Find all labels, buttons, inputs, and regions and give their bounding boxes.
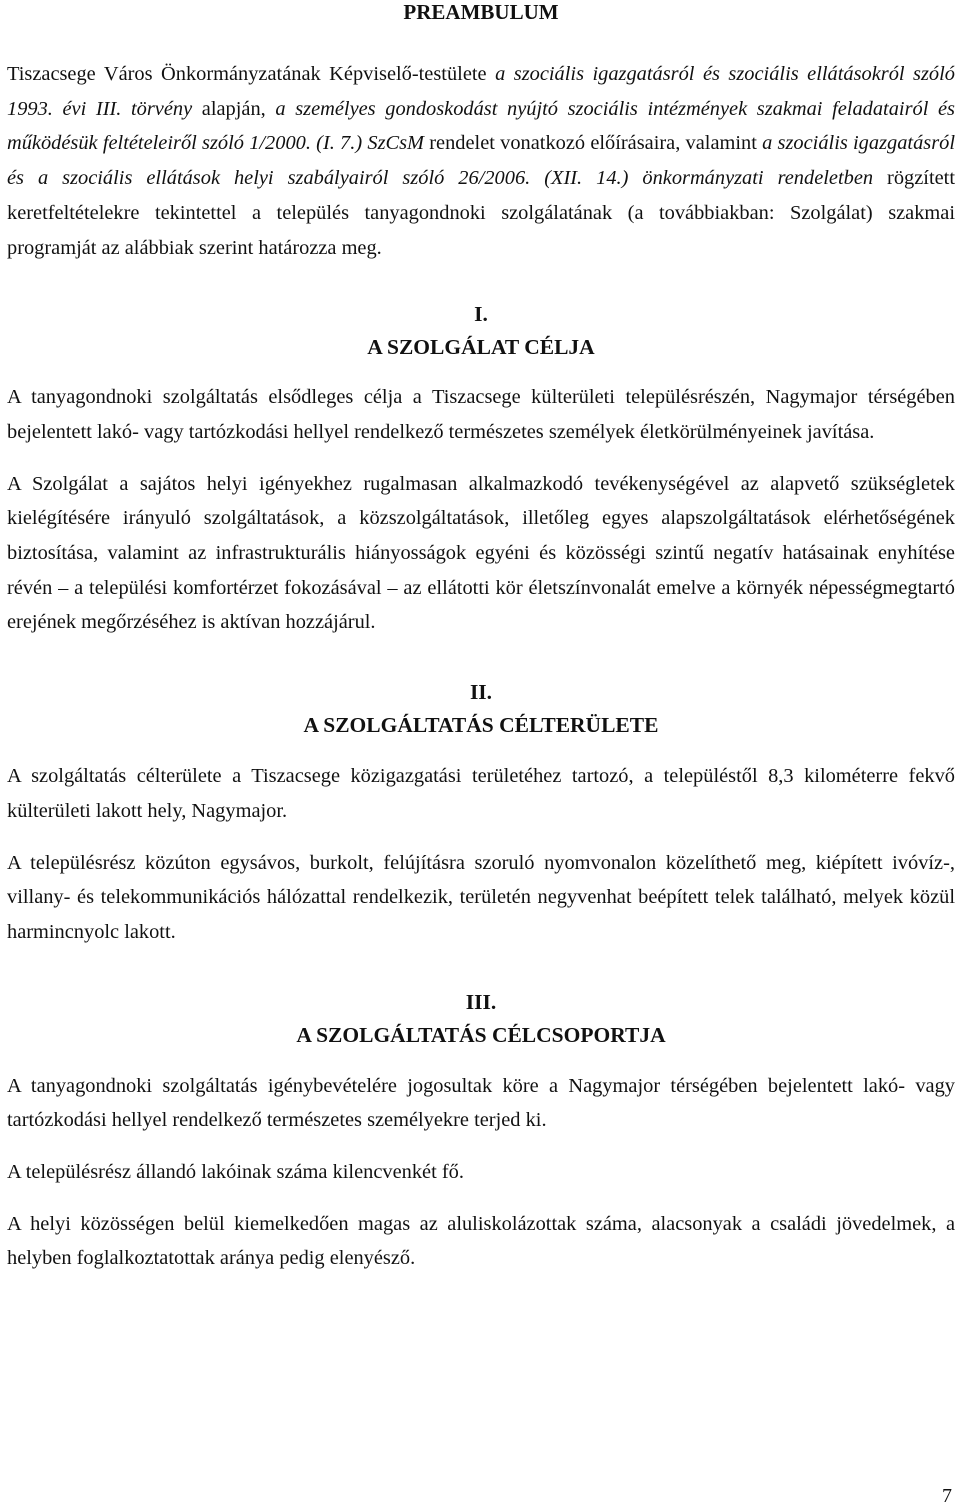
preamble-local-decree-reference: a szociális igazgatásról és a szociális ellátások helyi szabályairól szóló 26/2006. (XII. 14.) önkormányzati rendeletben [7,132,955,190]
section-2-paragraph-1: A szolgáltatás célterülete a Tiszacsege közigazgatási területéhez tartozó, a településtől 8,3 kilométerre fekvő külterületi lakott hely, Nagymajor. [7,765,955,822]
document-page [7,0,955,1276]
section-1-number: I. [474,302,488,327]
section-3-paragraph-3: A helyi közösségen belül kiemelkedően magas az aluliskolázottak száma, alacsonyak a családi jövedelmek, a helyben foglalkoztatottak aránya pedig elenyésző. [7,1212,955,1270]
preamble-text-1: Tiszacsege Város Önkormányzatának Képviselő-testülete [7,63,496,85]
section-1-title: A SZOLGÁLAT CÉLJA [367,335,595,360]
section-1-paragraph-1: A tanyagondnoki szolgáltatás elsődleges célja a Tiszacsege külterületi településrészén, Nagymajor térségében bejelentett lakó- vagy tartózkodási hellyel rendelkező természetes személyek életkörülményeinek javítása. [7,386,955,443]
section-1-paragraph-2: A Szolgálat a sajátos helyi igényekhez rugalmasan alkalmazkodó tevékenységével az alapvető szükségletek kielégítésére irányuló szolgáltatások, a közszolgáltatások, illetőleg egyes alapszolgáltatások elérhetőségének biztosítása, valamint az infrastrukturális hiányosságok egyéni és közösségi szintű negatív hatásainak enyhítése révén – a települési komfortérzet fokozásával – az ellátotti kör életszínvonalát emelve a környék népességmegtartó erejének megőrzéséhez is aktívan hozzájárul. [7,472,955,634]
preamble-text-2: alapján, [192,97,276,120]
preamble-text-4: rögzített keretfeltételekre tekintettel a település tanyagondnoki szolgálatának (a továbbiakban: Szolgálat) szakmai programját az alábbiak szerint határozza meg. [7,167,955,259]
preamble-decree-reference: a személyes gondoskodást nyújtó szociális intézmények szakmai feladatairól és működésük feltételeiről szóló 1/2000. (I. 7.) SzCsM [7,97,955,155]
section-3-title: A SZOLGÁLTATÁS CÉLCSOPORTJA [296,1022,666,1047]
section-2-number: II. [469,680,493,705]
preamble-paragraph [7,57,955,265]
document-title: PREAMBULUM [403,0,559,24]
preamble-text-3: rendelet vonatkozó előírásaira, valamint [424,132,763,155]
preamble-law-reference: a szociális igazgatásról és szociális ellátásokról szóló 1993. évi III. törvény [7,63,955,120]
section-3-paragraph-1: A tanyagondnoki szolgáltatás igénybevételére jogosultak köre a Nagymajor térségében bejelentett lakó- vagy tartózkodási hellyel rendelkező természetes személyekre terjed ki. [7,1074,955,1132]
section-2-paragraph-2: A településrész közúton egysávos, burkolt, felújításra szoruló nyomvonalon közelíthető meg, kiépített ivóvíz-, villany- és telekommunikációs hálózattal rendelkezik, területén negyvenhat beépített telek található, melyek közül harmincnyolc lakott. [7,851,955,943]
section-3-paragraph-2: A településrész állandó lakóinak száma kilencvenkét fő. [7,1161,464,1184]
section-2-title: A SZOLGÁLTATÁS CÉLTERÜLETE [303,713,659,738]
section-3-number: III. [465,989,497,1014]
page-number: 7 [942,1485,952,1507]
